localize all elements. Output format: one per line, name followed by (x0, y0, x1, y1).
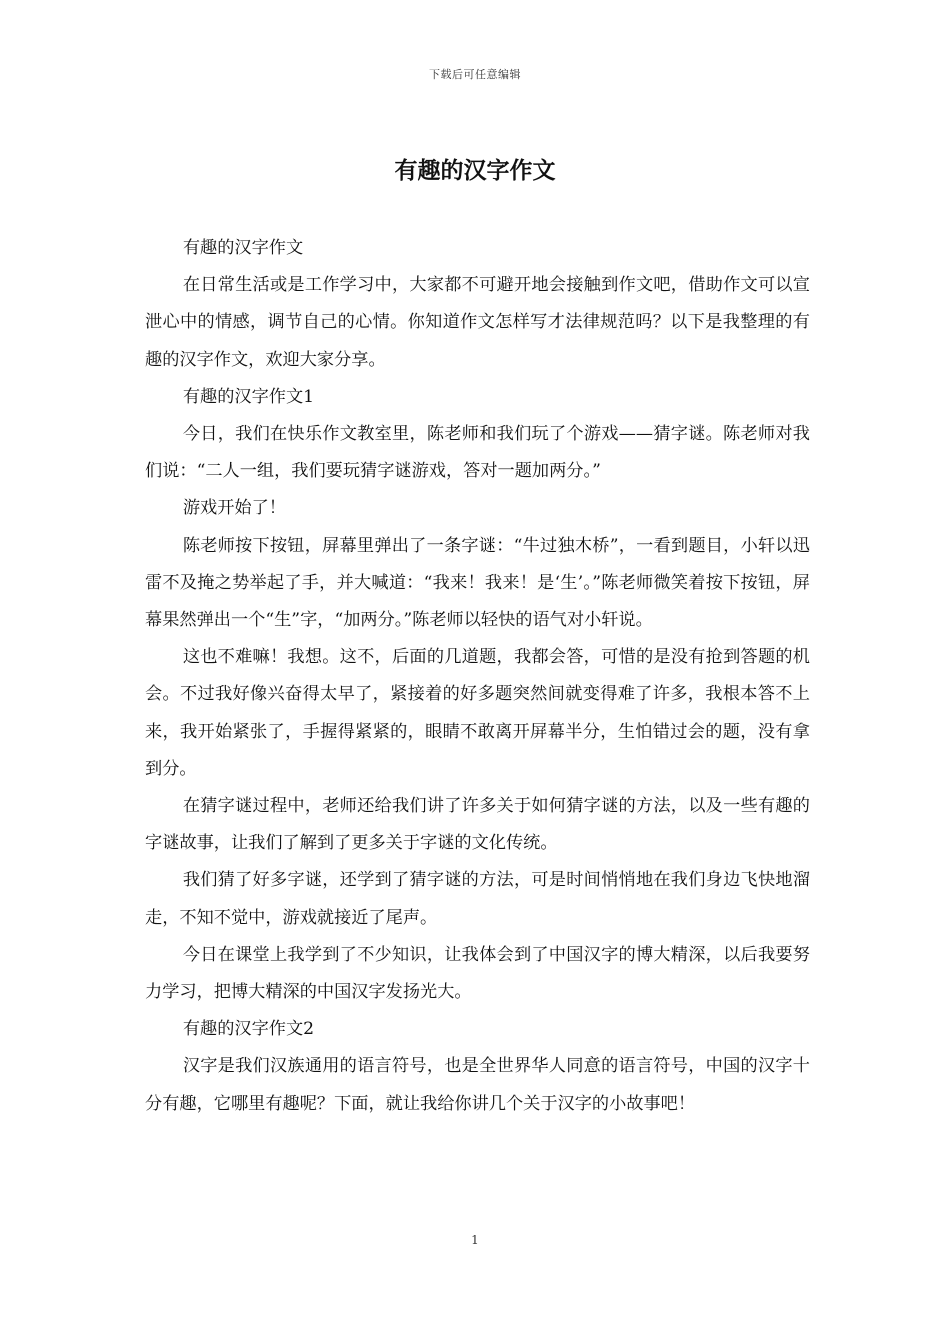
document-title: 有趣的汉字作文 (394, 157, 556, 184)
section-heading-1: 有趣的汉字作文1 (182, 386, 315, 407)
section-heading-2: 有趣的汉字作文2 (182, 1019, 315, 1040)
paragraph: 我们猜了好多字谜，还学到了猜字谜的方法，可是时间悄悄地在我们身边飞快地溜走，不知不觉中，游戏就接近了尾声。 (145, 870, 810, 928)
paragraph: 汉字是我们汉族通用的语言符号，也是全世界华人同意的语言符号，中国的汉字十分有趣，它哪里有趣呢？下面，就让我给你讲几个关于汉字的小故事吧！ (145, 1056, 810, 1114)
page-number: 1 (471, 1233, 479, 1247)
paragraph: 陈老师按下按钮，屏幕里弹出了一条字谜：“牛过独木桥”，一看到题目，小轩以迅雷不及掩之势举起了手，并大喊道：“我来！我来！是‘生’。”陈老师微笑着按下按钮，屏幕果然弹出一个“生”字，“加两分。”陈老师以轻快的语气对小轩说。 (145, 535, 810, 631)
header-note: 下载后可任意编辑 (429, 68, 521, 81)
paragraph: 这也不难嘛！我想。这不，后面的几道题，我都会答，可惜的是没有抢到答题的机会。不过我好像兴奋得太早了，紧接着的好多题突然间就变得难了许多，我根本答不上来，我开始紧张了，手握得紧紧的，眼睛不敢离开屏幕半分，生怕错过会的题，没有拿到分。 (145, 647, 810, 779)
paragraph: 游戏开始了！ (182, 498, 286, 519)
paragraph: 今日在课堂上我学到了不少知识，让我体会到了中国汉字的博大精深，以后我要努力学习，把博大精深的中国汉字发扬光大。 (145, 944, 810, 1003)
paragraph-intro: 在日常生活或是工作学习中，大家都不可避开地会接触到作文吧，借助作文可以宣泄心中的情感，调节自己的心情。你知道作文怎样写才法律规范吗？以下是我整理的有趣的汉字作文，欢迎大家分享。 (145, 275, 810, 370)
paragraph: 今日，我们在快乐作文教室里，陈老师和我们玩了个游戏——猜字谜。陈老师对我们说：“二人一组，我们要玩猜字谜游戏，答对一题加两分。” (145, 424, 810, 482)
paragraph-subtitle: 有趣的汉字作文 (182, 238, 304, 258)
paragraph: 在猜字谜过程中，老师还给我们讲了许多关于如何猜字谜的方法，以及一些有趣的字谜故事，让我们了解到了更多关于字谜的文化传统。 (145, 796, 810, 854)
document-body (145, 230, 810, 1123)
